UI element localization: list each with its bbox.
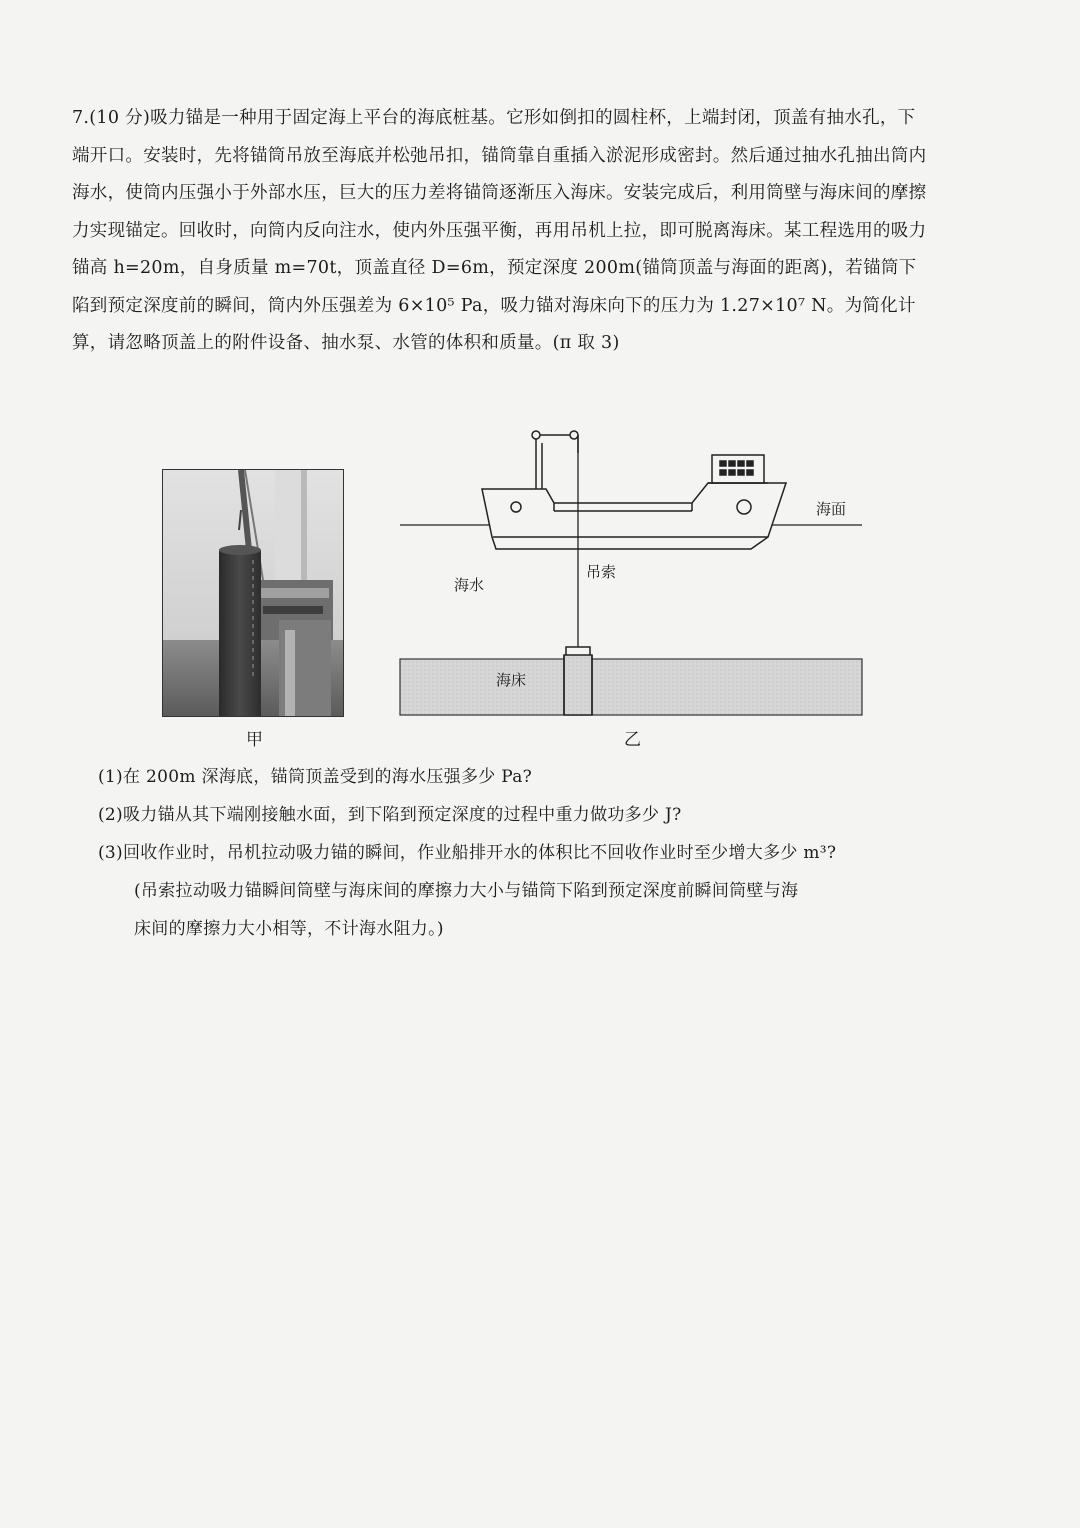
cable-label: 吊索 <box>586 563 617 581</box>
crane <box>532 431 578 489</box>
questions <box>98 758 938 948</box>
seabed-label: 海床 <box>496 671 527 689</box>
question-3-note-line2: 床间的摩擦力大小相等，不计海水阻力。) <box>134 919 444 939</box>
suction-anchor <box>564 647 592 715</box>
sea-surface-label: 海面 <box>816 500 847 518</box>
problem-statement <box>72 100 932 363</box>
question-3: (3)回收作业时，吊机拉动吸力锚的瞬间，作业船排开水的体积比不回收作业时至少增大多少 m³? <box>98 843 837 863</box>
photo-label: 甲 <box>246 730 263 750</box>
question-1: (1)在 200m 深海底，锚筒顶盖受到的海水压强多少 Pa? <box>98 767 533 787</box>
seawater-label: 海水 <box>454 576 485 594</box>
figures <box>0 425 1080 755</box>
diagram-label: 乙 <box>624 730 641 750</box>
question-2: (2)吸力锚从其下端刚接触水面，到下陷到预定深度的过程中重力做功多少 J? <box>98 805 682 825</box>
suction-anchor-diagram <box>396 425 866 725</box>
question-3-note-line1: (吊索拉动吸力锚瞬间筒壁与海床间的摩擦力大小与锚筒下陷到预定深度前瞬间筒壁与海 <box>134 881 799 901</box>
ship <box>482 455 786 549</box>
suction-anchor-photo <box>162 469 344 717</box>
seabed-layer <box>400 659 862 715</box>
problem-intro: 7.(10 分)吸力锚是一种用于固定海上平台的海底桩基。它形如倒扣的圆柱杯，上端封闭，顶盖有抽水孔，下端开口。安装时，先将锚筒吊放至海底并松弛吊扣，锚筒靠自重插入淤泥形成密封。然后通过抽水孔抽出筒内海水，使筒内压强小于外部水压，巨大的压力差将锚筒逐渐压入海床。安装完成后，利用筒壁与海床间的摩擦力实现锚定。回收时，向筒内反向注水，使内外压强平衡，再用吊机上拉，即可脱离海床。某工程选用的吸力锚高 h=20m，自身质量 m=70t，顶盖直径 D=6m，预定深度 200m(锚筒顶盖与海面的距离)，若锚筒下陷到预定深度前的瞬间，筒内外压强差为 6×10⁵ Pa，吸力锚对海床向下的压力为 1.27×10⁷ N。为简化计算，请忽略顶盖上的附件设备、抽水泵、水管的体积和质量。(π 取 3) <box>72 108 927 353</box>
